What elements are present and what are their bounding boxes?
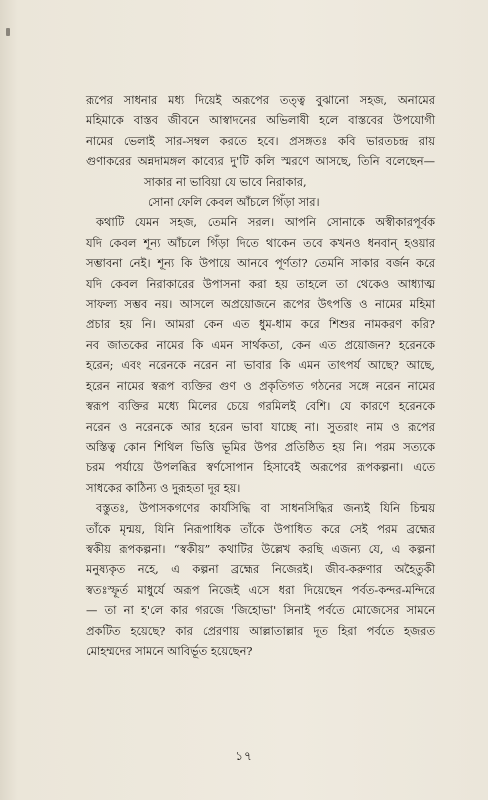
- text-line: তাঁকে মৃন্ময়, যিনি নিরূপাধিক তাঁকে উপাধিত করে সেই পরম ব্রহ্মের: [86, 521, 435, 536]
- text-line: মোহম্মদের সামনে আবির্ভূত হয়েছেন?: [86, 643, 253, 658]
- text-line: স্বরূপ ব্যক্তির মধ্যে মিলের চেয়ে গরমিলই বেশি। যে কারণে হরেনকে: [86, 399, 435, 414]
- text-line: স্বকীয় রূপকল্পনা। “স্বকীয়” কথাটির উল্লেখ করছি এজন্য যে, এ কল্পনা: [86, 541, 435, 556]
- text-line: অস্তিত্ব কোন শিথিল ভিত্তি ভূমির উপর প্রতিষ্ঠিত হয় নি। পরম সত্যকে: [86, 439, 435, 454]
- verse-line-1: সাকার না ভাবিয়া যে ভাবে নিরাকার,: [144, 174, 307, 189]
- text-line: হরেন নামের স্বরূপ ব্যক্তির গুণ ও প্রকৃতিগত গঠনের সঙ্গে নরেন নামের: [86, 378, 435, 393]
- text-line: সাফল্য সম্ভব নয়। আসলে অপ্রয়োজনে রূপের উৎপত্তি ও নামের মহিমা: [86, 297, 435, 312]
- text-line: সম্ভাবনা নেই। শূন্য কি উপায়ে আনবে পূর্ণতা? তেমনি সাকার বর্জন করে: [86, 256, 435, 271]
- text-line: হরেন; এবং নরেনকে নরেন না ভাবার কি এমন তাৎপর্য আছে? আছে,: [86, 358, 435, 373]
- text-line: — তা না হ'লে কার গরজে 'জিহোভা' সিনাই পর্বতে মোজেসের সামনে: [86, 603, 435, 618]
- margin-mark: [6, 28, 10, 36]
- verse-quote: [86, 172, 435, 213]
- text-line: নরেন ও নরেনকে আর হরেন ভাবা যাচ্ছে না। সুতরাং নাম ও রূপের: [86, 419, 435, 434]
- text-line: বস্তুতঃ, উপাসকগণের কার্যসিদ্ধি বা সাধনসিদ্ধির জন্যই যিনি চিন্ময়: [96, 501, 435, 516]
- verse-line-2: সোনা ফেলি কেবল আঁচলে গিঁড়া সার।: [148, 195, 320, 210]
- text-line: স্বতঃস্ফূর্ত মাধুর্যে অরূপ নিজেই এসে ধরা দিয়েছেন পর্বত-কন্দর-মন্দিরে: [86, 582, 435, 597]
- text-line: চরম পর্যায়ে উপলব্ধির স্বর্ণসোপান হিসাবেই অরূপের রূপকল্পনা। এতে: [86, 460, 435, 475]
- paragraph-2: [86, 212, 435, 498]
- page-number: ১৭: [235, 749, 253, 763]
- text-line: মনুষ্যকৃত নহে, এ কল্পনা ব্রহ্মের নিজেরই। জীব-করুণার অহৈতুকী: [86, 562, 435, 577]
- text-line: যদি কেবল শূন্য আঁচলে গিঁড়া দিতে থাকেন তবে কখনও ধনবান্ হওয়ার: [86, 235, 435, 250]
- body-text: [86, 90, 435, 661]
- text-line: গুণাকরের অন্নদামঙ্গল কাব্যের দু'টি কলি স্মরণে আসছে, তিনি বলেছেন—: [86, 154, 435, 169]
- text-line: রূপের সাধনার মধ্য দিয়েই অরূপের তত্ত্ব বুঝানো সহজ, অনামের: [86, 93, 435, 107]
- text-line: যদি কেবল নিরাকারের উপাসনা করা হয় তাহলে তা থেকেও আধ্যাত্ম: [86, 276, 435, 291]
- text-line: মহিমাকে বাস্তব জীবনে আস্বাদনের অভিলাষী হলে বাস্তবের উপযোগী: [86, 113, 435, 128]
- text-line: নব জাতকের নামের কি এমন সার্থকতা, কেন এত প্রয়োজন? হরেনকে: [86, 337, 435, 352]
- paragraph-3: [86, 498, 435, 661]
- text-line: নামের ভেলাই সার-সম্বল করতে হবে। প্রসঙ্গতঃ কবি ভারতচন্দ্র রায়: [86, 133, 435, 148]
- text-line: সাধকের কাঠিন্য ও দুরূহতা দূর হয়।: [86, 480, 241, 495]
- text-line: প্রচার হয় নি। আমরা কেন এত ধুম-ধাম করে শিশুর নামকরণ করি?: [86, 317, 435, 332]
- text-line: প্রকটিত হয়েছে? কার প্রেরণায় আল্লাতাল্লার দূত হিরা পর্বতে হজরত: [86, 623, 435, 638]
- text-line: কথাটি যেমন সহজ, তেমনি সরল। আপনি সোনাকে অস্বীকারপূর্বক: [96, 215, 435, 230]
- paragraph-1: [86, 90, 435, 172]
